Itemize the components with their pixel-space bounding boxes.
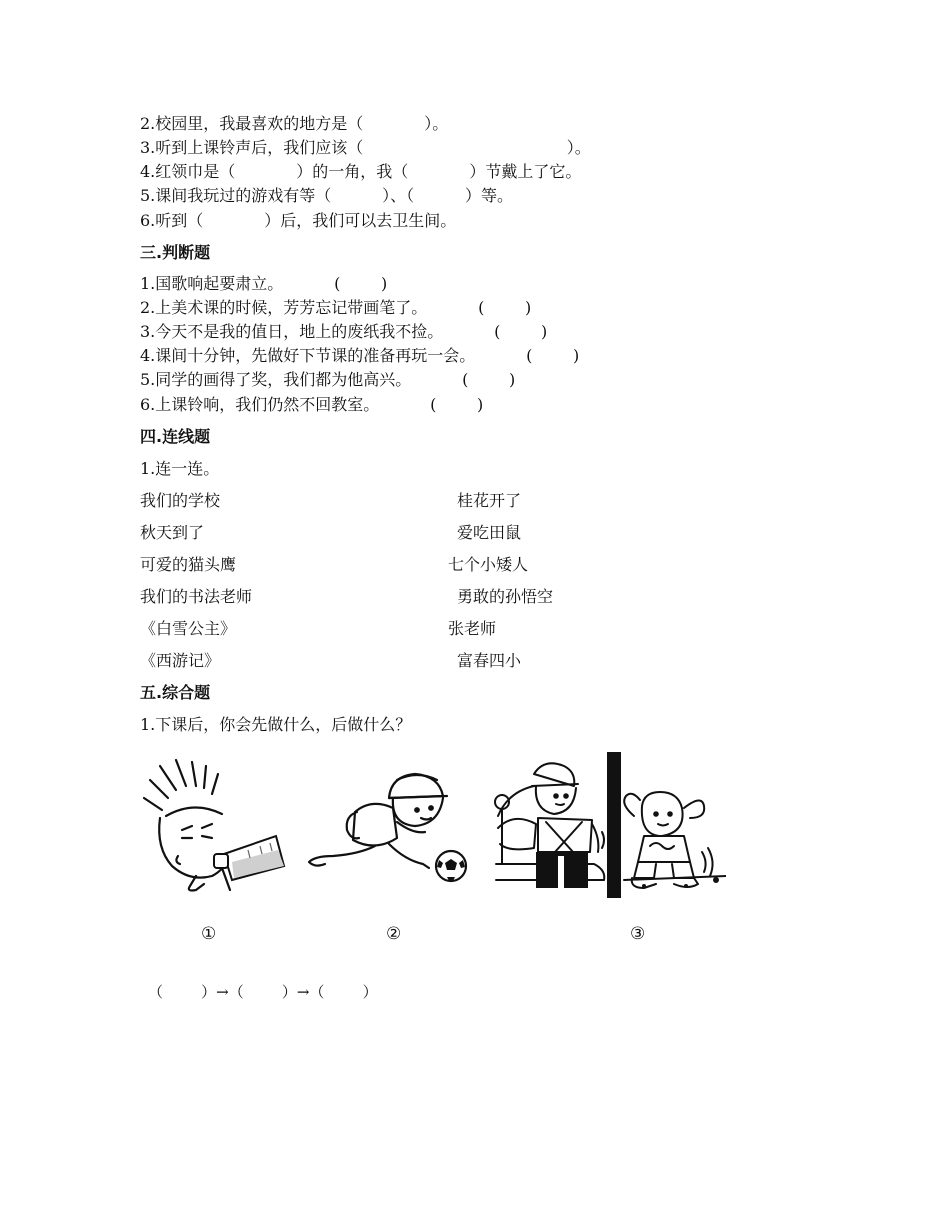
- sequence-answer-line: （ ）→（ ）→（ ）: [148, 983, 378, 1001]
- restroom-waiting-illustration: [494, 752, 726, 898]
- judge-item-6: 6.上课铃响，我们仍然不回教室。 ( ): [140, 395, 484, 414]
- match-right-5: 张老师: [448, 619, 497, 638]
- playing-football-illustration: [305, 768, 477, 886]
- match-right-1: 桂花开了: [457, 491, 522, 510]
- drinking-water-illustration: [138, 758, 286, 896]
- match-left-6: 《西游记》: [140, 651, 221, 670]
- match-right-2: 爱吃田鼠: [457, 523, 522, 542]
- fill-blank-item-6: 6.听到（ ）后，我们可以去卫生间。: [140, 211, 457, 230]
- section-3-title: 三.判断题: [140, 243, 211, 262]
- section-5-title: 五.综合题: [140, 683, 211, 702]
- section-4-title: 四.连线题: [140, 427, 211, 446]
- fill-blank-item-5: 5.课间我玩过的游戏有等（ ）、（ ）等。: [140, 186, 513, 205]
- fill-blank-item-4: 4.红领巾是（ ）的一角，我（ ）节戴上了它。: [140, 162, 582, 181]
- match-right-3: 七个小矮人: [448, 555, 529, 574]
- match-left-5: 《白雪公主》: [140, 619, 237, 638]
- judge-item-5: 5.同学的画得了奖，我们都为他高兴。 ( ): [140, 370, 516, 389]
- judge-item-1: 1.国歌响起要肃立。 ( ): [140, 274, 388, 293]
- match-right-6: 富春四小: [457, 651, 522, 670]
- match-left-2: 秋天到了: [140, 523, 205, 542]
- matching-prompt: 1.连一连。: [140, 459, 220, 478]
- picture-label-3: ③: [630, 924, 646, 944]
- fill-blank-item-2: 2.校园里，我最喜欢的地方是（ ）。: [140, 114, 449, 133]
- match-left-4: 我们的书法老师: [140, 587, 253, 606]
- picture-label-1: ①: [201, 924, 217, 944]
- match-left-1: 我们的学校: [140, 491, 221, 510]
- picture-label-2: ②: [386, 924, 402, 944]
- judge-item-2: 2.上美术课的时候，芳芳忘记带画笔了。 ( ): [140, 298, 532, 317]
- comprehensive-prompt: 1.下课后，你会先做什么，后做什么？: [140, 715, 412, 734]
- judge-item-3: 3.今天不是我的值日，地上的废纸我不捡。 ( ): [140, 322, 548, 341]
- match-right-4: 勇敢的孙悟空: [457, 587, 554, 606]
- match-left-3: 可爱的猫头鹰: [140, 555, 237, 574]
- judge-item-4: 4.课间十分钟，先做好下节课的准备再玩一会。 ( ): [140, 346, 580, 365]
- fill-blank-item-3: 3.听到上课铃声后，我们应该（ ）。: [140, 138, 591, 157]
- divider-bar: [607, 752, 621, 898]
